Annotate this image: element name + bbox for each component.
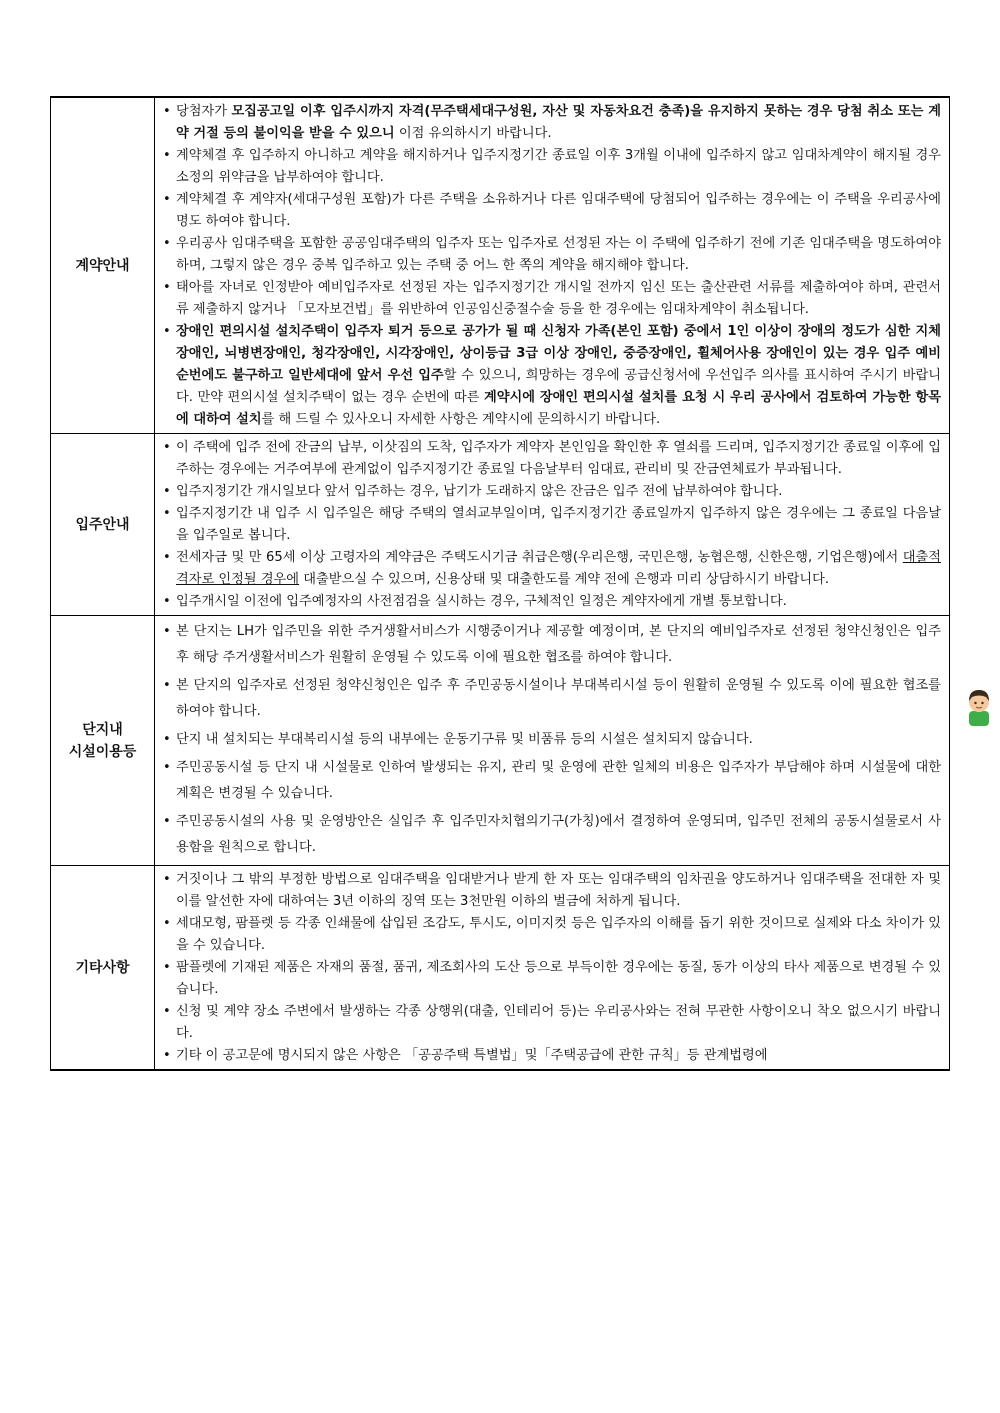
- item-text: 입주지정기간 내 입주 시 입주일은 해당 주택의 열쇠교부일이며, 입주지정기간 종료일까지 입주하지 않은 경우에는 그 종료일 다음날을 입주일로 봅니다.: [176, 506, 941, 543]
- item-text: 우리공사 임대주택을 포함한 공공임대주택의 입주자 또는 입주자로 선정된 자는 이 주택에 입주하기 전에 기존 임대주택을 명도하여야 하며, 그렇지 않은 경우 중복 입주하고 있는 주택 중 어느 한 쪽의 계약을 해지해야 합니다.: [176, 236, 941, 273]
- list-item: [159, 869, 941, 913]
- section-row: [51, 616, 950, 866]
- section-title-text: 단지내 시설이용등: [68, 721, 137, 760]
- list-item: [159, 755, 941, 807]
- list-item: [159, 727, 941, 753]
- list-item: [159, 1045, 941, 1067]
- list-item: [159, 277, 941, 321]
- item-text: 할 수 있으니, 희망하는 경우에 공급신청서에 우선입주 의사를 표시하여 주시기 바랍니다. 만약 편의시설 설치주택이 없는 경우 순번에 따른: [176, 368, 941, 405]
- section-row: [51, 434, 950, 616]
- list-item: [159, 957, 941, 1001]
- bullet-list: [159, 437, 941, 613]
- notice-table-body: [51, 97, 950, 1070]
- item-text: 기타 이 공고문에 명시되지 않은 사항은 「공공주택 특별법」및「주택공급에 관한 규칙」등 관계법령에: [176, 1048, 768, 1063]
- list-item: [159, 437, 941, 481]
- avatar-icon: [964, 686, 994, 726]
- item-text: 계약체결 후 입주하지 아니하고 계약을 해지하거나 입주지정기간 종료일 이후 3개월 이내에 입주하지 않고 임대차계약이 해지될 경우 소정의 위약금을 납부하여야 합니다.: [176, 148, 941, 185]
- bullet-icon: •: [163, 324, 171, 339]
- bullet-icon: •: [163, 550, 171, 565]
- item-text: 태아를 자녀로 인정받아 예비입주자로 선정된 자는 입주지정기간 개시일 전까지 임신 또는 출산관련 서류를 제출하여야 하며, 관련서류 제출하지 않거나 「모자보건법」를 위반하여 인공임신중절수술 등을 한 경우에는 임대차계약이 취소됩니다.: [176, 280, 941, 317]
- bullet-list: [159, 619, 941, 861]
- section-title-text: 계약안내: [75, 257, 130, 274]
- bullet-icon: •: [163, 594, 171, 609]
- list-item: [159, 913, 941, 957]
- list-item: [159, 547, 941, 591]
- section-row: [51, 866, 950, 1071]
- notice-table: [50, 96, 950, 1071]
- item-text: 를 해 드릴 수 있사오니 자세한 사항은 계약시에 문의하시기 바랍니다.: [261, 412, 661, 427]
- bullet-icon: •: [163, 1004, 171, 1019]
- bullet-icon: •: [163, 148, 171, 163]
- section-content: [155, 616, 950, 866]
- item-text: 당첨자가: [176, 104, 232, 119]
- item-text: 모집공고일 이후 입주시까지 자격(무주택세대구성원, 자산 및 자동차요건 충족)을 유지하지 못하는 경우 당첨 취소 또는 계약 거절 등의 불이익을 받을 수 있으니: [176, 104, 941, 141]
- list-item: [159, 233, 941, 277]
- bullet-icon: •: [163, 732, 171, 747]
- list-item: [159, 503, 941, 547]
- list-item: [159, 1001, 941, 1045]
- bullet-icon: •: [163, 236, 171, 251]
- bullet-icon: •: [163, 814, 171, 829]
- bullet-icon: •: [163, 484, 171, 499]
- bullet-icon: •: [163, 192, 171, 207]
- bullet-icon: •: [163, 872, 171, 887]
- section-content: [155, 97, 950, 434]
- item-text: 본 단지는 LH가 입주민을 위한 주거생활서비스가 시행중이거나 제공할 예정이며, 본 단지의 예비입주자로 선정된 청약신청인은 입주 후 해당 주거생활서비스가 원활히 운영될 수 있도록 이에 필요한 협조를 하여야 합니다.: [176, 624, 941, 665]
- section-title: [51, 434, 155, 616]
- section-title-text: 기타사항: [75, 959, 130, 976]
- item-text: 세대모형, 팜플렛 등 각종 인쇄물에 삽입된 조감도, 투시도, 이미지컷 등은 입주자의 이해를 돕기 위한 것이므로 실제와 다소 차이가 있을 수 있습니다.: [176, 916, 941, 953]
- item-text: 팜플렛에 기재된 제품은 자재의 품절, 품귀, 제조회사의 도산 등으로 부득이한 경우에는 동질, 동가 이상의 타사 제품으로 변경될 수 있습니다.: [176, 960, 941, 997]
- section-content: [155, 434, 950, 616]
- list-item: [159, 481, 941, 503]
- list-item: [159, 591, 941, 613]
- section-row: [51, 97, 950, 434]
- item-text: 계약시에 장애인 편의시설 설치를 요청 시 우리 공사에서 검토하여 가능한 항목에 대하여 설치: [176, 390, 941, 427]
- item-text: 계약체결 후 계약자(세대구성원 포함)가 다른 주택을 소유하거나 다른 임대주택에 당첨되어 입주하는 경우에는 이 주택을 우리공사에 명도 하여야 합니다.: [176, 192, 941, 229]
- list-item: [159, 619, 941, 671]
- bullet-icon: •: [163, 960, 171, 975]
- item-text: 입주개시일 이전에 입주예정자의 사전점검을 실시하는 경우, 구체적인 일정은 계약자에게 개별 통보합니다.: [176, 594, 787, 609]
- section-title: [51, 866, 155, 1071]
- list-item: [159, 809, 941, 861]
- bullet-icon: •: [163, 678, 171, 693]
- list-item: [159, 145, 941, 189]
- item-text: 신청 및 계약 장소 주변에서 발생하는 각종 상행위(대출, 인테리어 등)는 우리공사와는 전혀 무관한 사항이오니 착오 없으시기 바랍니다.: [176, 1004, 941, 1041]
- avatar[interactable]: [964, 686, 994, 726]
- bullet-icon: •: [163, 280, 171, 295]
- bullet-icon: •: [163, 104, 171, 119]
- item-text: 단지 내 설치되는 부대복리시설 등의 내부에는 운동기구류 및 비품류 등의 시설은 설치되지 않습니다.: [176, 732, 753, 747]
- bullet-icon: •: [163, 624, 171, 639]
- section-title-text: 입주안내: [75, 516, 130, 533]
- bullet-icon: •: [163, 440, 171, 455]
- item-text: 이점 유의하시기 바랍니다.: [394, 126, 552, 141]
- item-text: 이 주택에 입주 전에 잔금의 납부, 이삿짐의 도착, 입주자가 계약자 본인임을 확인한 후 열쇠를 드리며, 입주지정기간 종료일 이후에 입주하는 경우에는 거주여부에 관계없이 입주지정기간 종료일 다음날부터 임대료, 관리비 및 잔금연체료가 부과됩니다.: [176, 440, 941, 477]
- bullet-icon: •: [163, 916, 171, 931]
- item-text: 대출받으실 수 있으며, 신용상태 및 대출한도를 계약 전에 은행과 미리 상담하시기 바랍니다.: [299, 572, 830, 587]
- section-title: [51, 616, 155, 866]
- bullet-list: [159, 101, 941, 431]
- list-item: [159, 189, 941, 233]
- item-text: 주민공동시설 등 단지 내 시설물로 인하여 발생되는 유지, 관리 및 운영에 관한 일체의 비용은 입주자가 부담해야 하며 시설물에 대한 계획은 변경될 수 있습니다.: [176, 760, 941, 801]
- item-text: 전세자금 및 만 65세 이상 고령자의 계약금은 주택도시기금 취급은행(우리은행, 국민은행, 농협은행, 신한은행, 기업은행)에서: [176, 550, 903, 565]
- item-text: 주민공동시설의 사용 및 운영방안은 실입주 후 입주민자치협의기구(가칭)에서 결정하여 운영되며, 입주민 전체의 공동시설물로서 사용함을 원칙으로 합니다.: [176, 814, 941, 855]
- list-item: [159, 321, 941, 431]
- item-text: 본 단지의 입주자로 선정된 청약신청인은 입주 후 주민공동시설이나 부대복리시설 등이 원활히 운영될 수 있도록 이에 필요한 협조를 하여야 합니다.: [176, 678, 941, 719]
- bullet-list: [159, 869, 941, 1067]
- item-text: 장애인 편의시설 설치주택이 입주자 퇴거 등으로 공가가 될 때 신청자 가족(본인 포함) 중에서 1인 이상이 장애의 정도가 심한 지체장애인, 뇌병변장애인, 청각장애인, 시각장애인, 상이등급 3급 이상 장애인, 중증장애인, 휠체어사용 장애인이 있는 경우 입주 예비순번에도 불구하고 일반세대에 앞서 우선 입주: [176, 324, 941, 383]
- section-content: [155, 866, 950, 1071]
- item-text: 대출적격자로 인정될 경우에: [176, 550, 941, 587]
- list-item: [159, 101, 941, 145]
- bullet-icon: •: [163, 760, 171, 775]
- bullet-icon: •: [163, 506, 171, 521]
- item-text: 거짓이나 그 밖의 부정한 방법으로 임대주택을 임대받거나 받게 한 자 또는 임대주택의 임차권을 양도하거나 임대주택을 전대한 자 및 이를 알선한 자에 대하여는 3년 이하의 징역 또는 3천만원 이하의 벌금에 처하게 됩니다.: [176, 872, 941, 909]
- section-title: [51, 97, 155, 434]
- bullet-icon: •: [163, 1048, 171, 1063]
- item-text: 입주지정기간 개시일보다 앞서 입주하는 경우, 납기가 도래하지 않은 잔금은 입주 전에 납부하여야 합니다.: [176, 484, 783, 499]
- list-item: [159, 673, 941, 725]
